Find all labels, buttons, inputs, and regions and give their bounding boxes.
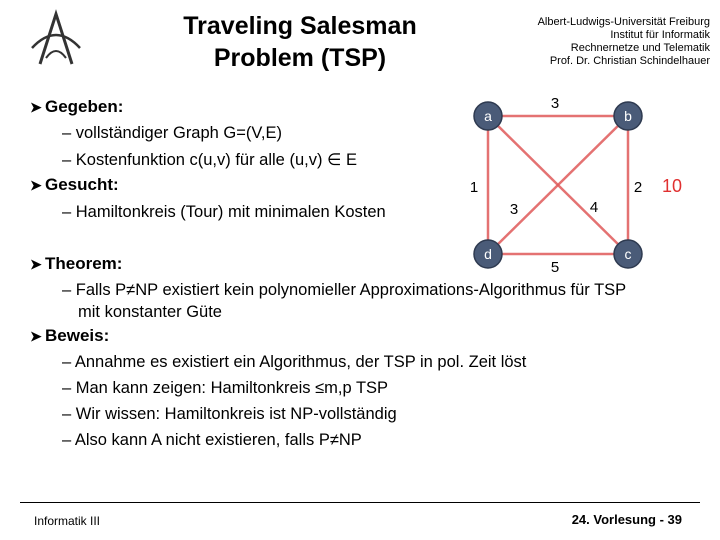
sought-heading: ➤ Gesucht:	[30, 175, 119, 194]
affiliation-line: Rechnernetze und Telematik	[570, 42, 710, 54]
node-label: b	[624, 108, 632, 124]
given-heading: ➤ Gegeben:	[30, 97, 124, 116]
node-b	[614, 102, 642, 130]
title-line-2: Problem (TSP)	[213, 44, 387, 72]
proof-item: – Annahme es existiert ein Algorithmus, der TSP in pol. Zeit löst	[62, 353, 527, 371]
proof-item: – Man kann zeigen: Hamiltonkreis ≤m,p TSP	[62, 379, 389, 397]
affiliation-line: Prof. Dr. Christian Schindelhauer	[549, 55, 710, 67]
footer-page: 24. Vorlesung - 39	[571, 512, 682, 527]
affiliation-line: Albert-Ludwigs-Universität Freiburg	[537, 16, 710, 28]
given-item: – Kostenfunktion c(u,v) für alle (u,v) ∈ E	[62, 151, 357, 169]
given-item: – vollständiger Graph G=(V,E)	[62, 124, 282, 142]
node-label: a	[484, 108, 492, 124]
theorem-heading: ➤ Theorem:	[30, 254, 123, 273]
footer-course: Informatik III	[34, 514, 101, 528]
affiliation-line: Institut für Informatik	[610, 29, 710, 41]
arrow-bullet-icon: ➤	[30, 328, 42, 344]
slide-title	[140, 10, 460, 74]
graph-edges	[488, 116, 628, 254]
edge-label-dc: 5	[550, 259, 560, 276]
university-logo	[26, 8, 88, 70]
theorem-line: mit konstanter Güte	[78, 303, 222, 321]
edge-label-ad: 1	[469, 179, 479, 196]
theorem-line: – Falls P≠NP existiert kein polynomieller Approximations-Algorithmus für TSP	[62, 281, 627, 299]
highlight-value: 10	[662, 176, 683, 196]
proof-item: – Wir wissen: Hamiltonkreis ist NP-vollständig	[62, 405, 397, 423]
sought-item: – Hamiltonkreis (Tour) mit minimalen Kosten	[62, 203, 386, 221]
proof-heading: ➤ Beweis:	[30, 326, 110, 345]
edge-label-ab: 3	[550, 95, 560, 112]
tsp-graph	[460, 90, 700, 280]
node-label: c	[624, 246, 632, 262]
footer-divider	[20, 502, 700, 503]
title-line-1: Traveling Salesman	[183, 12, 417, 40]
edge-label-bc: 2	[633, 179, 643, 196]
arrow-bullet-icon: ➤	[30, 99, 42, 115]
node-a	[474, 102, 502, 130]
node-d	[474, 240, 502, 268]
node-label: d	[484, 246, 492, 262]
edge-label-ac: 3	[509, 201, 519, 218]
proof-item: – Also kann A nicht existieren, falls P≠NP	[62, 431, 362, 449]
node-c	[614, 240, 642, 268]
arrow-bullet-icon: ➤	[30, 256, 42, 272]
arrow-bullet-icon: ➤	[30, 177, 42, 193]
edge-label-bd: 4	[589, 199, 599, 216]
affiliation-block	[480, 16, 710, 68]
